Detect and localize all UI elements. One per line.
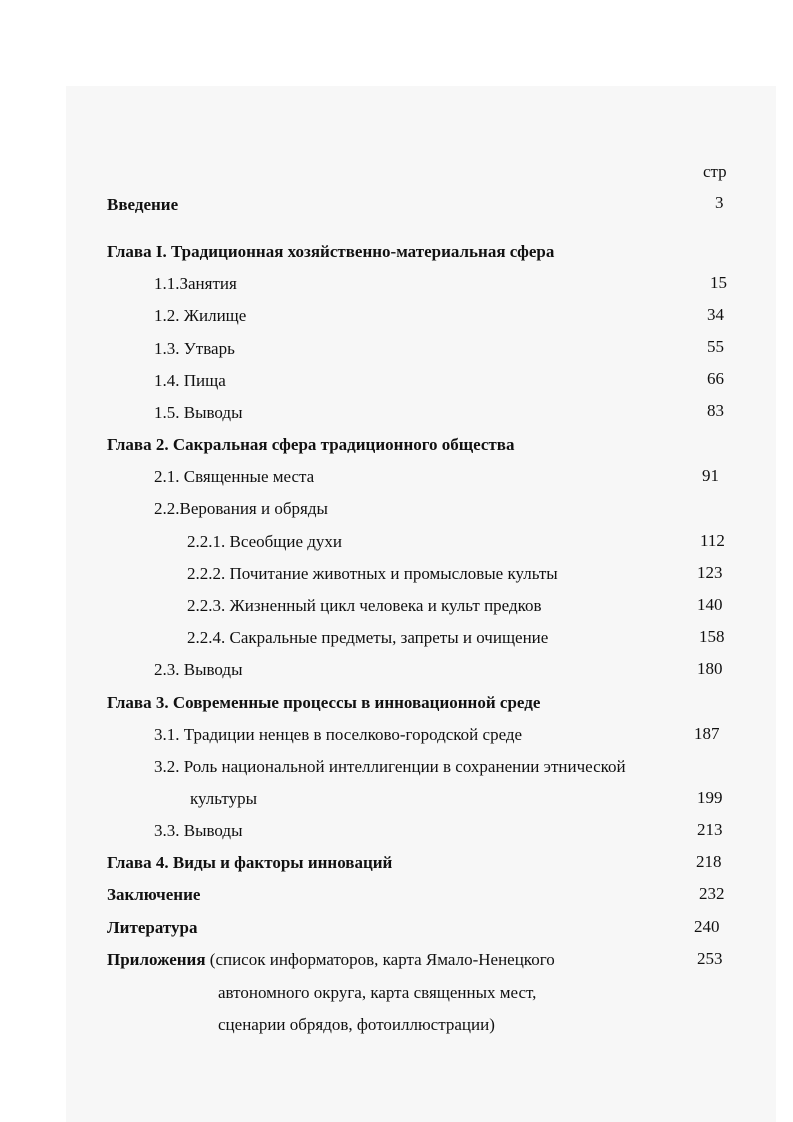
toc-page-2-1: 91 xyxy=(702,466,719,485)
toc-page-1-4: 66 xyxy=(707,369,724,388)
appendices-description-line-2: автономного округа, карта священных мест, xyxy=(218,983,537,1002)
toc-entry-conclusion[interactable]: Заключение xyxy=(107,885,201,904)
toc-page-3-3: 213 xyxy=(697,820,723,839)
toc-subsection-2-2-2[interactable]: 2.2.2. Почитание животных и промысловые культы xyxy=(187,564,558,583)
appendices-description: (список информаторов, карта Ямало-Ненецкого xyxy=(205,950,555,969)
toc-page-2-2-2: 123 xyxy=(697,563,723,582)
toc-subsection-2-2-4[interactable]: 2.2.4. Сакральные предметы, запреты и очищение xyxy=(187,628,549,647)
toc-page-2-2-3: 140 xyxy=(697,595,723,614)
toc-section-1-2[interactable]: 1.2. Жилище xyxy=(154,306,247,325)
toc-section-1-3[interactable]: 1.3. Утварь xyxy=(154,339,235,358)
toc-page-chapter-4: 218 xyxy=(696,852,722,871)
toc-subsection-2-2-1[interactable]: 2.2.1. Всеобщие духи xyxy=(187,532,343,551)
appendices-description-line-3: сценарии обрядов, фотоиллюстрации) xyxy=(218,1015,495,1034)
appendices-title: Приложения xyxy=(107,950,206,969)
toc-page-introduction: 3 xyxy=(715,193,724,212)
toc-chapter-2[interactable]: Глава 2. Сакральная сфера традиционного общества xyxy=(107,435,515,454)
toc-chapter-4[interactable]: Глава 4. Виды и факторы инноваций xyxy=(107,853,393,872)
toc-section-3-2[interactable]: 3.2. Роль национальной интеллигенции в сохранении этнической xyxy=(154,757,626,776)
toc-page-3-1: 187 xyxy=(694,724,720,743)
toc-section-3-2-continued[interactable]: культуры xyxy=(190,789,257,808)
toc-section-3-1[interactable]: 3.1. Традиции ненцев в поселково-городской среде xyxy=(154,725,523,744)
toc-page-conclusion: 232 xyxy=(699,884,725,903)
toc-page-1-1: 15 xyxy=(710,273,727,292)
toc-chapter-3[interactable]: Глава 3. Современные процессы в инновационной среде xyxy=(107,693,541,712)
toc-section-2-1[interactable]: 2.1. Священные места xyxy=(154,467,315,486)
toc-page-1-3: 55 xyxy=(707,337,724,356)
toc-section-1-1[interactable]: 1.1.Занятия xyxy=(154,274,237,293)
toc-section-1-5[interactable]: 1.5. Выводы xyxy=(154,403,243,422)
toc-section-1-4[interactable]: 1.4. Пища xyxy=(154,371,226,390)
toc-section-2-3[interactable]: 2.3. Выводы xyxy=(154,660,243,679)
toc-page-3-2: 199 xyxy=(697,788,723,807)
page-column-header: стр xyxy=(703,162,727,181)
toc-section-2-2[interactable]: 2.2.Верования и обряды xyxy=(154,499,328,518)
toc-page-2-2-4: 158 xyxy=(699,627,725,646)
toc-page-1-2: 34 xyxy=(707,305,724,324)
toc-page-1-5: 83 xyxy=(707,401,724,420)
toc-page-2-2-1: 112 xyxy=(700,531,725,550)
toc-page-2-3: 180 xyxy=(697,659,723,678)
toc-page-appendices: 253 xyxy=(697,949,723,968)
toc-page-literature: 240 xyxy=(694,917,720,936)
toc-subsection-2-2-3[interactable]: 2.2.3. Жизненный цикл человека и культ предков xyxy=(187,596,542,615)
toc-chapter-1[interactable]: Глава I. Традиционная хозяйственно-материальная сфера xyxy=(107,242,555,261)
toc-section-3-3[interactable]: 3.3. Выводы xyxy=(154,821,243,840)
toc-entry-introduction[interactable]: Введение xyxy=(107,195,179,214)
toc-entry-literature[interactable]: Литература xyxy=(107,918,198,937)
toc-entry-appendices[interactable] xyxy=(107,950,555,970)
